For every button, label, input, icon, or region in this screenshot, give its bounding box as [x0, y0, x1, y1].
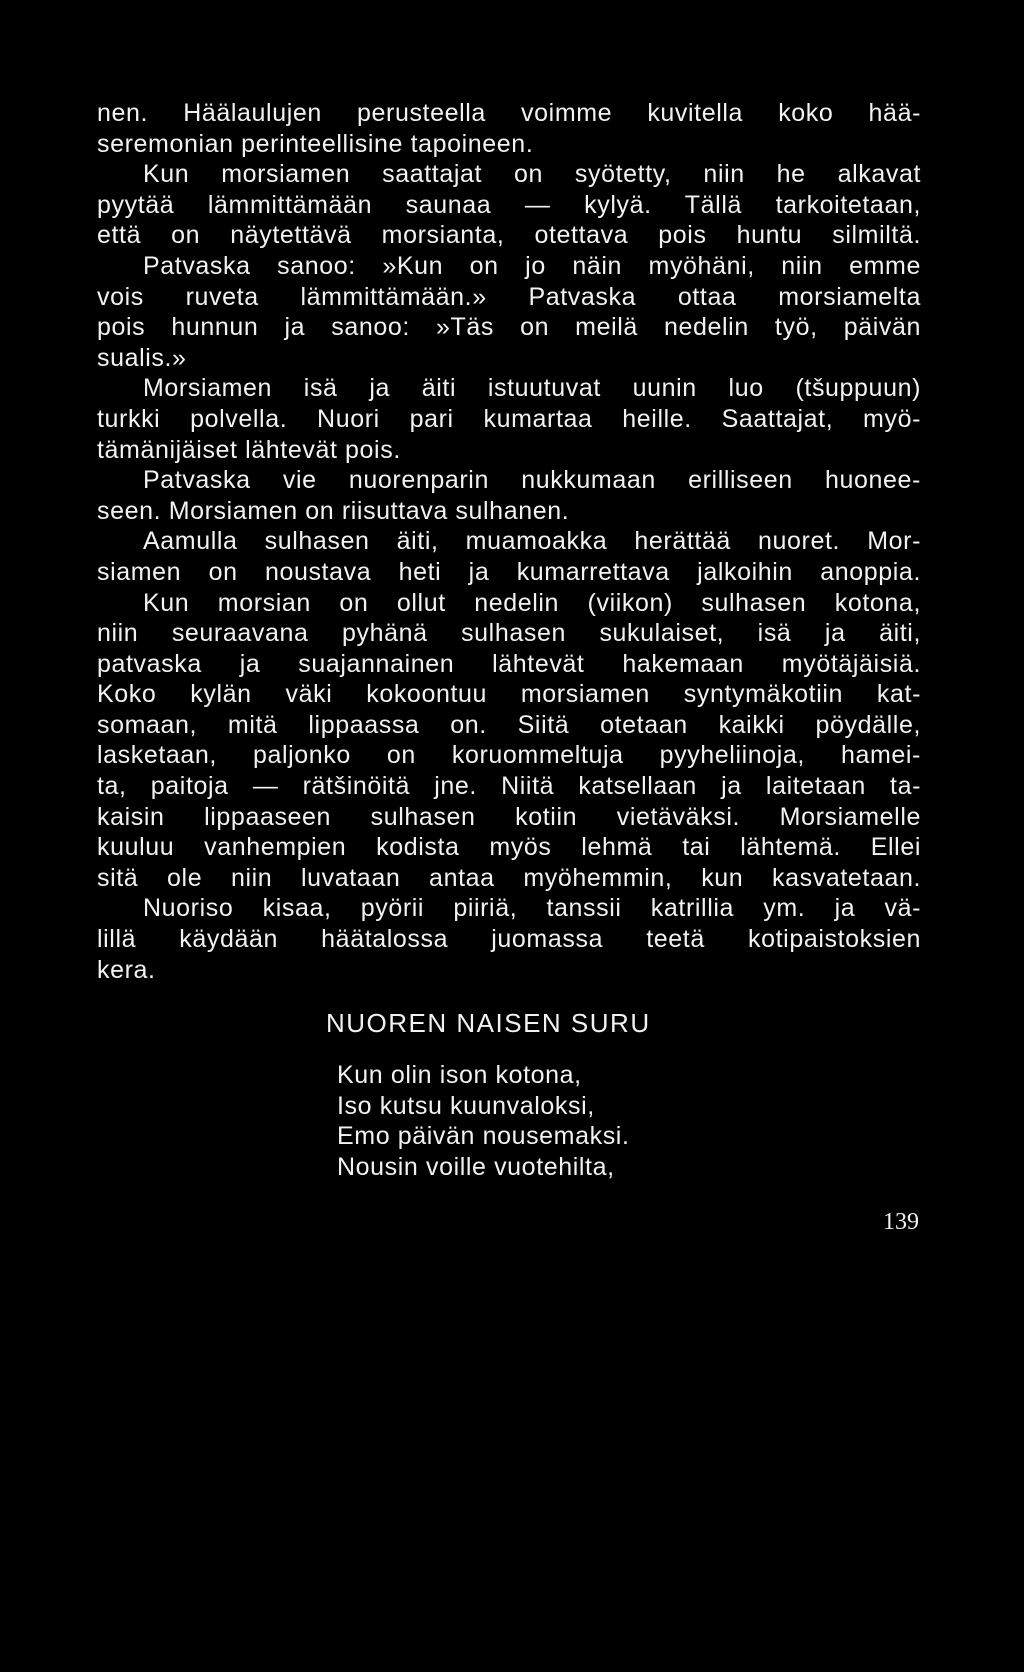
text-line: pois hunnun ja sanoo: »Täs on meilä nedelin työ, päivän [97, 313, 921, 342]
text-line: siamen on noustava heti ja kumarrettava jalkoihin anoppia. [97, 557, 921, 586]
text-line: Morsiamen isä ja äiti istuutuvat uunin luo (tšuppuun) [143, 374, 921, 403]
text-line: Koko kylän väki kokoontuu morsiamen syntymäkotiin kat- [97, 680, 921, 709]
text-line: niin seuraavana pyhänä sulhasen sukulaiset, isä ja äiti, [97, 619, 921, 648]
poem-line: Iso kutsu kuunvaloksi, [337, 1091, 595, 1120]
text-line: Aamulla sulhasen äiti, muamoakka herättää nuoret. Mor- [143, 527, 921, 556]
text-line: Nuoriso kisaa, pyörii piiriä, tanssii katrillia ym. ja vä- [143, 894, 921, 923]
text-line: sualis.» [97, 343, 187, 372]
text-line: somaan, mitä lippaassa on. Siitä otetaan kaikki pöydälle, [97, 710, 921, 739]
text-line: kera. [97, 955, 156, 984]
text-line: lillä käydään häätalossa juomassa teetä kotipaistoksien [97, 925, 921, 954]
poem-line: Nousin voille vuotehilta, [337, 1152, 615, 1181]
text-line: Patvaska sanoo: »Kun on jo näin myöhäni, niin emme [143, 251, 921, 280]
text-line: seremonian perinteellisine tapoineen. [97, 129, 534, 158]
text-line: nen. Häälaulujen perusteella voimme kuvitella koko hää- [97, 99, 921, 127]
prose-text [97, 98, 921, 985]
poem-line: Kun olin ison kotona, [337, 1061, 582, 1089]
text-line: että on näytettävä morsianta, otettava pois huntu silmiltä. [97, 221, 921, 250]
text-line: pyytää lämmittämään saunaa — kylyä. Tällä tarkoitetaan, [97, 190, 921, 219]
text-line: turkki polvella. Nuori pari kumartaa heille. Saattajat, myö- [97, 404, 921, 433]
text-line: vois ruveta lämmittämään.» Patvaska ottaa morsiamelta [97, 282, 921, 311]
text-line: Patvaska vie nuorenparin nukkumaan erilliseen huonee- [143, 466, 921, 495]
text-line: kaisin lippaaseen sulhasen kotiin vietäväksi. Morsiamelle [97, 802, 921, 831]
text-line: Kun morsian on ollut nedelin (viikon) sulhasen kotona, [143, 588, 921, 617]
poem-verse [337, 1060, 630, 1182]
text-line: tämänijäiset lähtevät pois. [97, 435, 401, 464]
text-line: lasketaan, paljonko on koruommeltuja pyyheliinoja, hamei- [97, 741, 921, 770]
text-line: ta, paitoja — rätšinöitä jne. Niitä katsellaan ja laitetaan ta- [97, 772, 921, 801]
poem-line: Emo päivän nousemaksi. [337, 1122, 630, 1151]
page-number: 139 [883, 1209, 919, 1235]
poem-title: NUOREN NAISEN SURU [326, 1008, 651, 1038]
text-line: Kun morsiamen saattajat on syötetty, niin he alkavat [143, 160, 921, 189]
text-line: kuuluu vanhempien kodista myös lehmä tai lähtemä. Ellei [97, 833, 921, 862]
text-line: patvaska ja suajannainen lähtevät hakemaan myötäjäisiä. [97, 649, 921, 678]
text-line: seen. Morsiamen on riisuttava sulhanen. [97, 496, 570, 525]
text-line: sitä ole niin luvataan antaa myöhemmin, kun kasvatetaan. [97, 863, 921, 892]
